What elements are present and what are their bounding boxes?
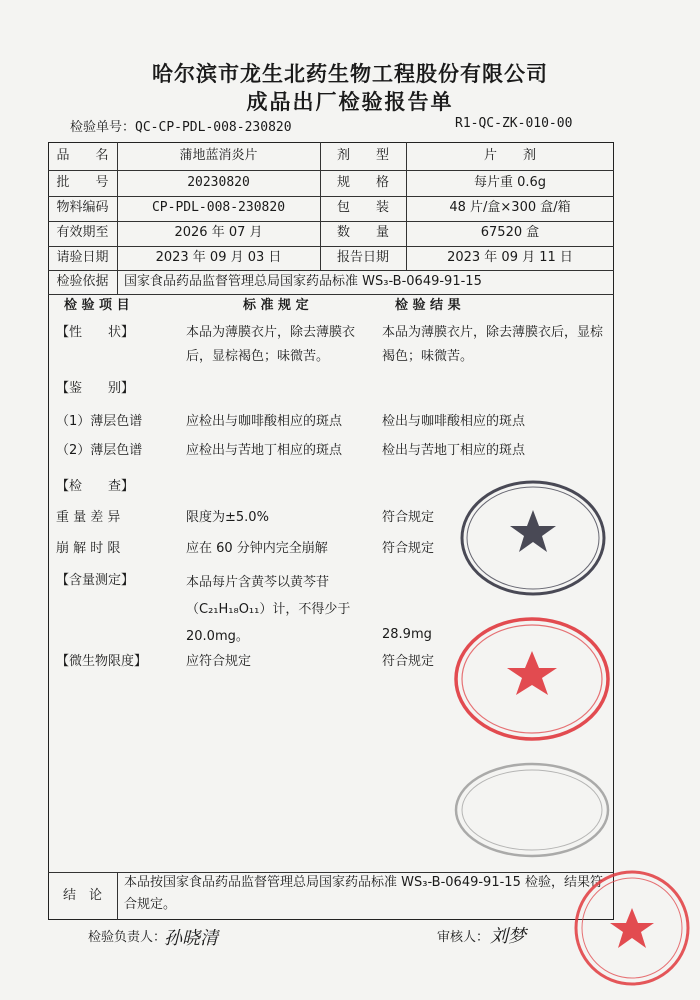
row-appearance-item: 【性 状】 <box>56 325 135 340</box>
material-code-label: 物料编码 <box>56 200 109 215</box>
col-standard-header: 标 准 规 定 <box>243 298 309 313</box>
conclusion-text: 本品按国家食品药品监督管理总局国家药品标准 WS₃-B-0649-91-15 检验，结果符合规定。 <box>124 875 603 912</box>
row-tlc2-item: （2）薄层色谱 <box>56 443 143 458</box>
row-disintegration-result: 符合规定 <box>382 541 435 556</box>
quality-stamp-red <box>452 615 612 743</box>
row-weight-item: 重 量 差 异 <box>56 510 121 525</box>
dosage-form-value: 片 剂 <box>483 148 536 163</box>
row-tlc1-item: （1）薄层色谱 <box>56 414 143 429</box>
basis-value: 国家食品药品监督管理总局国家药品标准 WS₃-B-0649-91-15 <box>124 274 482 289</box>
quality-stamp-red-round <box>572 868 692 988</box>
quality-stamp-black <box>458 478 608 598</box>
row-assay-result: 28.9mg <box>382 627 432 642</box>
package-value: 48 片/盒×300 盒/箱 <box>449 200 571 215</box>
spec-label: 规 格 <box>336 175 389 190</box>
report-title: 成品出厂检验报告单 <box>246 90 454 114</box>
batch-value: 20230820 <box>187 175 250 190</box>
spec-value: 每片重 0.6g <box>473 175 547 190</box>
row-tlc2-result: 检出与苦地丁相应的斑点 <box>382 443 526 458</box>
row-check-item: 【检 查】 <box>56 479 135 494</box>
product-name-value: 蒲地蓝消炎片 <box>179 148 258 163</box>
report-number <box>70 116 292 135</box>
row-tlc1-result: 检出与咖啡酸相应的斑点 <box>382 414 526 429</box>
quantity-label: 数 量 <box>336 225 389 240</box>
row-microbial-item: 【微生物限度】 <box>56 654 148 669</box>
row-appearance-standard: 本品为薄膜衣片，除去薄膜衣后，显棕褐色；味微苦。 <box>186 325 356 364</box>
row-appearance-result: 本品为薄膜衣片，除去薄膜衣后，显棕褐色；味微苦。 <box>382 325 604 364</box>
inspection-stamp-gray <box>452 760 612 860</box>
basis-label: 检验依据 <box>56 274 109 289</box>
report-date-label: 报告日期 <box>336 250 389 265</box>
col-result-header: 检 验 结 果 <box>395 298 461 313</box>
report-date-value: 2023 年 09 月 11 日 <box>447 250 573 265</box>
row-disintegration-standard: 应在 60 分钟内完全崩解 <box>186 541 328 556</box>
row-weight-result: 符合规定 <box>382 510 435 525</box>
product-name-label: 品 名 <box>56 148 109 163</box>
report-number-value: QC-CP-PDL-008-230820 <box>135 120 292 135</box>
row-microbial-standard: 应符合规定 <box>186 654 252 669</box>
batch-label: 批 号 <box>56 175 109 190</box>
inspector-label: 检验负责人： <box>88 930 167 945</box>
conclusion-label: 结 论 <box>62 888 102 903</box>
row-microbial-result: 符合规定 <box>382 654 435 669</box>
quantity-value: 67520 盒 <box>480 225 540 240</box>
form-code: R1-QC-ZK-010-00 <box>455 116 573 131</box>
inspector-signature: 孙晓清 <box>164 928 218 949</box>
row-assay-item: 【含量测定】 <box>56 573 135 588</box>
request-date-value: 2023 年 09 月 03 日 <box>155 250 282 265</box>
expiry-label: 有效期至 <box>56 225 109 240</box>
dosage-form-label: 剂 型 <box>336 148 389 163</box>
expiry-value: 2026 年 07 月 <box>174 225 263 240</box>
material-code-value: CP-PDL-008-230820 <box>151 200 286 215</box>
company-name: 哈尔滨市龙生北药生物工程股份有限公司 <box>152 62 548 86</box>
row-tlc2-standard: 应检出与苦地丁相应的斑点 <box>186 443 343 458</box>
reviewer-signature: 刘梦 <box>490 926 526 947</box>
reviewer-label: 审核人： <box>437 930 490 945</box>
request-date-label: 请验日期 <box>56 250 109 265</box>
row-identification-item: 【鉴 别】 <box>56 381 135 396</box>
package-label: 包 装 <box>336 200 389 215</box>
col-item-header: 检 验 项 目 <box>64 298 130 313</box>
report-number-label: 检验单号： <box>70 120 136 135</box>
row-assay-standard: 本品每片含黄芩以黄芩苷（C₂₁H₁₈O₁₁）计，不得少于 20.0mg。 <box>186 575 351 644</box>
row-tlc1-standard: 应检出与咖啡酸相应的斑点 <box>186 414 343 429</box>
row-weight-standard: 限度为±5.0% <box>186 510 269 525</box>
row-disintegration-item: 崩 解 时 限 <box>56 541 121 556</box>
